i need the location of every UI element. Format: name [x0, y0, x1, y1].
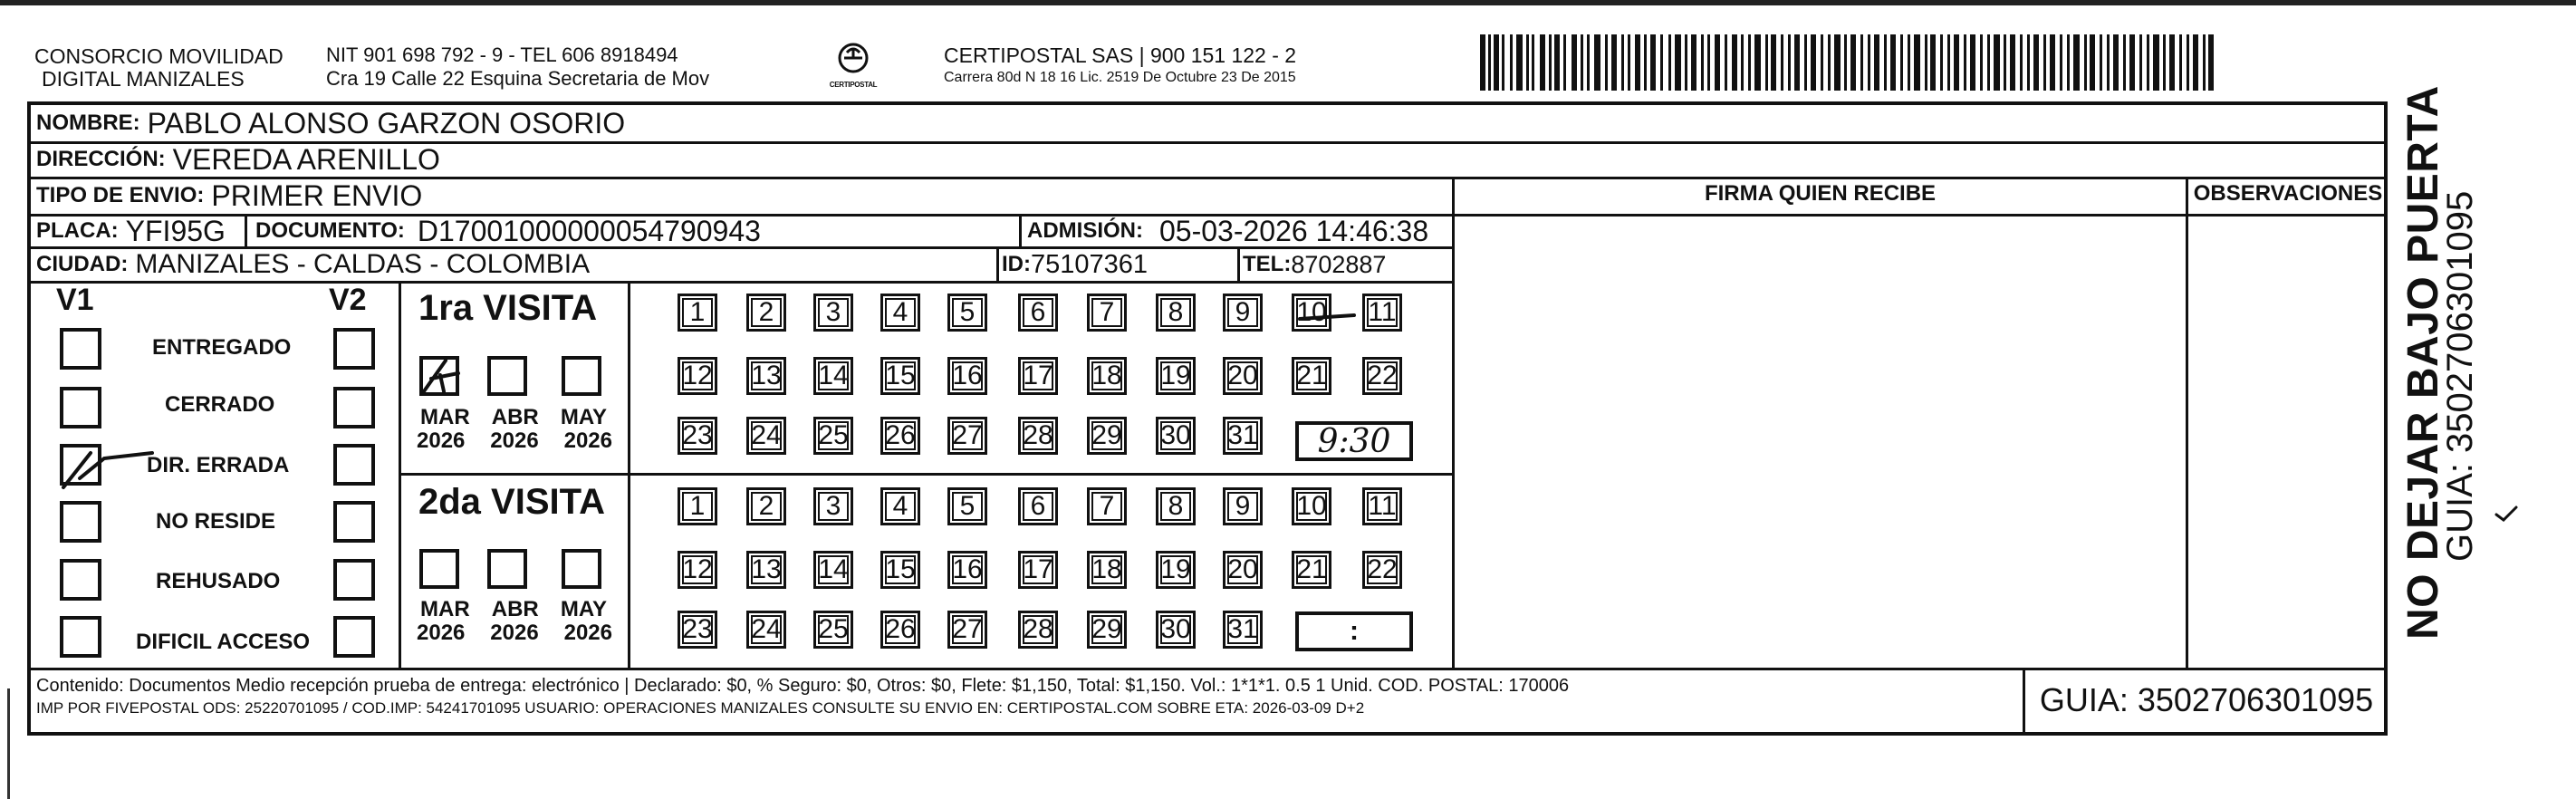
firma-header: FIRMA QUIEN RECIBE	[1704, 181, 1937, 206]
first-visit-day-box[interactable]: 14	[813, 357, 853, 395]
first-visit-time: 9:30	[1317, 422, 1391, 460]
v2-checkbox-cerrado[interactable]	[333, 387, 375, 428]
second-visit-day-box[interactable]: 22	[1362, 551, 1402, 589]
first-visit-months	[411, 406, 620, 453]
second-visit-day-box[interactable]: 29	[1087, 611, 1127, 649]
option-entregado: ENTREGADO	[152, 335, 292, 360]
second-visit-day-box[interactable]: 25	[813, 611, 853, 649]
company-name	[34, 45, 284, 91]
column-divider	[2186, 177, 2188, 668]
first-visit-day-box[interactable]: 6	[1018, 294, 1058, 332]
tipo-value: PRIMER ENVIO	[211, 178, 423, 212]
second-visit-day-box[interactable]: 12	[678, 551, 717, 589]
column-divider	[1452, 177, 1455, 668]
second-visit-day-box[interactable]: 1	[678, 487, 717, 525]
handwritten-month-mark	[418, 351, 469, 399]
first-visit-day-box[interactable]: 26	[880, 417, 920, 455]
visit-divider	[399, 473, 1452, 476]
option-no-reside: NO RESIDE	[156, 509, 276, 534]
tipo-label: TIPO DE ENVIO:	[36, 183, 205, 207]
second-visit-day-box[interactable]: 31	[1223, 611, 1263, 649]
admision-label: ADMISIÓN:	[1027, 218, 1143, 243]
cell-divider	[1019, 214, 1022, 246]
second-visit-day-box[interactable]: 8	[1156, 487, 1196, 525]
placa-cell	[36, 216, 226, 246]
second-visit-day-box[interactable]: 11	[1362, 487, 1402, 525]
first-visit-day-box[interactable]: 15	[880, 357, 920, 395]
second-visit-day-box[interactable]: 16	[947, 551, 987, 589]
second-visit-title: 2da VISITA	[418, 482, 605, 522]
second-visit-month-abr[interactable]	[487, 549, 527, 589]
v1-checkbox-dificil-acceso[interactable]	[60, 616, 101, 658]
first-visit-day-box[interactable]: 23	[678, 417, 717, 455]
direccion-row	[36, 143, 440, 176]
side-tick-mark	[2493, 504, 2520, 525]
month-mar: MAR	[420, 597, 470, 621]
tel-label: TEL:	[1243, 252, 1292, 276]
first-visit-day-box[interactable]: 29	[1087, 417, 1127, 455]
second-visit-day-box[interactable]: 9	[1223, 487, 1263, 525]
option-dir-errada: DIR. ERRADA	[147, 453, 290, 477]
first-visit-day-box[interactable]: 8	[1156, 294, 1196, 332]
second-visit-day-box[interactable]: 2	[746, 487, 786, 525]
direccion-value: VEREDA ARENILLO	[172, 142, 440, 176]
second-visit-day-box[interactable]: 6	[1018, 487, 1058, 525]
first-visit-day-box[interactable]: 18	[1087, 357, 1127, 395]
first-visit-day-box[interactable]: 10	[1292, 294, 1331, 332]
v2-checkbox-rehusado[interactable]	[333, 559, 375, 601]
company-contact	[326, 43, 709, 91]
option-cerrado: CERRADO	[165, 392, 275, 417]
month-abr: ABR	[491, 597, 539, 621]
v1-checkbox-rehusado[interactable]	[60, 559, 101, 601]
v2-checkbox-entregado[interactable]	[333, 328, 375, 370]
footer-guia: GUIA: 3502706301095	[2039, 681, 2374, 718]
tipo-row	[36, 179, 422, 212]
tel-value: 8702887	[1291, 250, 1387, 278]
first-visit-day-box[interactable]: 27	[947, 417, 987, 455]
certipostal-logo	[826, 40, 880, 96]
v2-label: V2	[329, 283, 367, 317]
first-visit-day-box[interactable]: 9	[1223, 294, 1263, 332]
second-visit-day-box[interactable]: 20	[1223, 551, 1263, 589]
documento-cell	[255, 216, 761, 246]
month-may: MAY	[560, 405, 607, 429]
first-visit-day-box[interactable]: 28	[1018, 417, 1058, 455]
first-visit-day-box[interactable]: 11	[1362, 294, 1402, 332]
id-value: 75107361	[1031, 249, 1149, 279]
nit-line: NIT 901 698 792 - 9 - TEL 606 8918494	[326, 43, 678, 66]
placa-label: PLACA:	[36, 218, 119, 243]
footer-line-2: IMP POR FIVEPOSTAL ODS: 25220701095 / COD.IMP: 54241701095 USUARIO: OPERACIONES MANIZALES CONSULTE SU ENVIO EN: CERTIPOSTAL.COM SOBRE ETA: 2026-03-09 D+2	[36, 699, 1365, 717]
second-visit-day-box[interactable]: 15	[880, 551, 920, 589]
barcode-icon	[1480, 34, 2214, 91]
address-line: Cra 19 Calle 22 Esquina Secretaria de Mov	[326, 67, 710, 90]
row-divider	[27, 281, 1452, 284]
first-visit-day-box[interactable]: 4	[880, 294, 920, 332]
second-visit-day-box[interactable]: 23	[678, 611, 717, 649]
v2-checkbox-dir-errada[interactable]	[333, 444, 375, 486]
footer-divider	[27, 668, 2388, 670]
second-visit-day-box[interactable]: 18	[1087, 551, 1127, 589]
handwritten-check-mark	[54, 442, 154, 496]
first-visit-day-box[interactable]: 31	[1223, 417, 1263, 455]
nombre-row	[36, 107, 625, 140]
second-visit-day-box[interactable]: 5	[947, 487, 987, 525]
month-may: MAY	[560, 597, 607, 621]
second-visit-month-mar[interactable]	[419, 549, 459, 589]
placa-value: YFI95G	[125, 214, 226, 247]
first-visit-day-box[interactable]: 24	[746, 417, 786, 455]
logo-text: CERTIPOSTAL	[829, 81, 878, 89]
first-visit-day-box[interactable]: 13	[746, 357, 786, 395]
option-dificil-acceso: DIFICIL ACCESO	[136, 630, 311, 654]
top-edge	[0, 0, 2576, 5]
second-visit-day-box[interactable]: 3	[813, 487, 853, 525]
ciudad-cell	[36, 249, 590, 280]
second-visit-day-box[interactable]: 28	[1018, 611, 1058, 649]
admision-cell	[1027, 216, 1428, 246]
year: 2026	[563, 621, 612, 645]
first-visit-day-box[interactable]: 3	[813, 294, 853, 332]
second-visit-day-box[interactable]: 4	[880, 487, 920, 525]
v1-checkbox-entregado[interactable]	[60, 328, 101, 370]
side-guia: GUIA: 3502706301095	[2440, 190, 2480, 562]
second-visit-day-box[interactable]: 14	[813, 551, 853, 589]
year: 2026	[490, 428, 539, 453]
option-rehusado: REHUSADO	[156, 569, 281, 593]
first-visit-day-box[interactable]: 22	[1362, 357, 1402, 395]
second-visit-month-may[interactable]	[562, 549, 601, 589]
cell-divider	[245, 214, 247, 246]
company-line-1: CONSORCIO MOVILIDAD	[34, 44, 284, 68]
first-visit-day-box[interactable]: 25	[813, 417, 853, 455]
documento-label: DOCUMENTO:	[255, 218, 405, 243]
scan-edge	[7, 688, 10, 799]
tel-cell	[1243, 249, 1386, 280]
barcode	[1480, 34, 2214, 91]
second-visit-day-box[interactable]: 21	[1292, 551, 1331, 589]
first-visit-time-box[interactable]	[1295, 421, 1413, 461]
first-visit-day-box[interactable]: 5	[947, 294, 987, 332]
first-visit-day-box[interactable]: 20	[1223, 357, 1263, 395]
handwritten-strike-mark	[1291, 299, 1363, 335]
second-visit-months	[411, 598, 620, 645]
second-visit-day-box[interactable]: 19	[1156, 551, 1196, 589]
v2-checkbox-dificil-acceso[interactable]	[333, 616, 375, 658]
carrier-line: CERTIPOSTAL SAS | 900 151 122 - 2	[944, 43, 1297, 67]
v1-label: V1	[56, 283, 94, 317]
first-visit-month-abr[interactable]	[487, 356, 527, 396]
year: 2026	[417, 428, 466, 453]
carrier-address: Carrera 80d N 18 16 Lic. 2519 De Octubre 23 De 2015	[944, 70, 1296, 85]
cell-divider	[996, 246, 999, 281]
ciudad-label: CIUDAD:	[36, 252, 129, 276]
id-cell	[1002, 249, 1148, 280]
v1-checkbox-no-reside[interactable]	[60, 501, 101, 543]
second-visit-time: :	[1350, 616, 1359, 646]
second-visit-day-box[interactable]: 26	[880, 611, 920, 649]
carrier-info	[944, 43, 1296, 89]
second-visit-time-box[interactable]	[1295, 611, 1413, 651]
first-visit-title: 1ra VISITA	[418, 288, 598, 328]
year: 2026	[490, 621, 539, 645]
second-visit-day-box[interactable]: 7	[1087, 487, 1127, 525]
year: 2026	[563, 428, 612, 453]
documento-value: D17001000000054790943	[417, 214, 761, 247]
logo-icon	[835, 40, 871, 76]
v1-checkbox-cerrado[interactable]	[60, 387, 101, 428]
first-visit-day-box[interactable]: 7	[1087, 294, 1127, 332]
first-visit-month-may[interactable]	[562, 356, 601, 396]
second-visit-day-box[interactable]: 13	[746, 551, 786, 589]
side-warning: NO DEJAR BAJO PUERTA	[2399, 85, 2447, 640]
company-line-2: DIGITAL MANIZALES	[42, 67, 245, 91]
first-visit-day-box[interactable]: 16	[947, 357, 987, 395]
direccion-label: DIRECCIÓN:	[36, 147, 166, 171]
row-divider	[1452, 214, 2388, 217]
first-visit-day-box[interactable]: 19	[1156, 357, 1196, 395]
first-visit-day-box[interactable]: 12	[678, 357, 717, 395]
second-visit-day-box[interactable]: 17	[1018, 551, 1058, 589]
first-visit-day-box[interactable]: 21	[1292, 357, 1331, 395]
admision-value: 05-03-2026 14:46:38	[1159, 214, 1429, 247]
second-visit-day-box[interactable]: 27	[947, 611, 987, 649]
cell-divider	[1237, 246, 1240, 281]
footer-content	[36, 674, 2011, 719]
nombre-label: NOMBRE:	[36, 111, 140, 135]
first-visit-day-box[interactable]: 2	[746, 294, 786, 332]
month-abr: ABR	[491, 405, 539, 429]
nombre-value: PABLO ALONSO GARZON OSORIO	[147, 106, 626, 140]
observaciones-header: OBSERVACIONES	[2193, 181, 2383, 206]
month-mar: MAR	[420, 405, 470, 429]
second-visit-day-box[interactable]: 24	[746, 611, 786, 649]
footer-line-1: Contenido: Documentos Medio recepción prueba de entrega: electrónico | Declarado: $0, % Seguro: $0, Otros: $0, Flete: $1,150, Total: $1,150. Vol.: 1*1*1. 0.5 1 Unid. COD. POSTAL: 170006	[36, 676, 1570, 696]
first-visit-day-box[interactable]: 30	[1156, 417, 1196, 455]
ciudad-value: MANIZALES - CALDAS - COLOMBIA	[135, 249, 591, 279]
first-visit-day-box[interactable]: 17	[1018, 357, 1058, 395]
first-visit-day-box[interactable]: 1	[678, 294, 717, 332]
second-visit-day-box[interactable]: 30	[1156, 611, 1196, 649]
second-visit-day-box[interactable]: 10	[1292, 487, 1331, 525]
id-label: ID:	[1002, 252, 1031, 276]
v2-checkbox-no-reside[interactable]	[333, 501, 375, 543]
year: 2026	[417, 621, 466, 645]
